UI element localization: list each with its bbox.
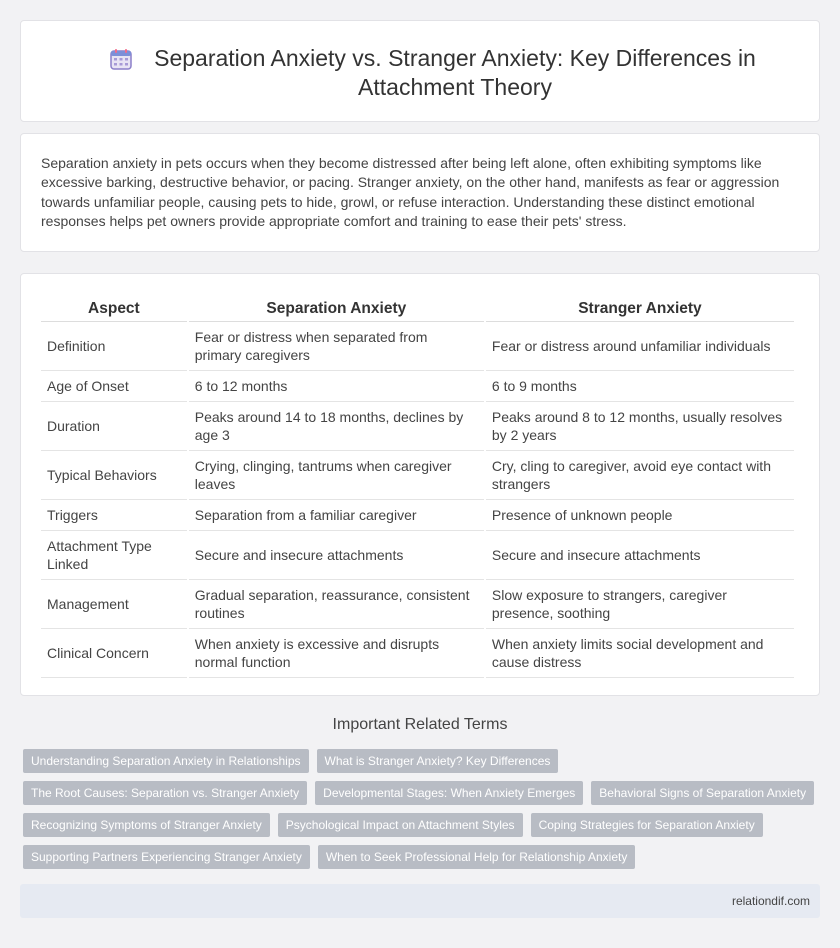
table-cell: Slow exposure to strangers, caregiver presence, soothing xyxy=(486,580,794,629)
table-header-row xyxy=(41,296,794,322)
footer-site-link[interactable]: relationdif.com xyxy=(731,894,810,908)
related-terms-list xyxy=(23,749,813,877)
table-row xyxy=(41,371,794,402)
table-row xyxy=(41,322,794,371)
table-cell: When anxiety is excessive and disrupts normal function xyxy=(189,629,484,678)
table-cell: Typical Behaviors xyxy=(41,451,187,500)
table-cell: Duration xyxy=(41,402,187,451)
tag-row xyxy=(23,845,813,869)
table-row xyxy=(41,629,794,678)
related-terms-title: Important Related Terms xyxy=(332,716,508,733)
table-cell: Gradual separation, reassurance, consistent routines xyxy=(189,580,484,629)
header-stranger: Stranger Anxiety xyxy=(486,296,794,322)
related-term-link[interactable]: Psychological Impact on Attachment Styles xyxy=(278,813,523,837)
table-cell: Clinical Concern xyxy=(41,629,187,678)
table-row xyxy=(41,500,794,531)
table-cell: When anxiety limits social development and cause distress xyxy=(486,629,794,678)
table-cell: Presence of unknown people xyxy=(486,500,794,531)
table-cell: 6 to 12 months xyxy=(189,371,484,402)
table-cell: Triggers xyxy=(41,500,187,531)
related-term-link[interactable]: Recognizing Symptoms of Stranger Anxiety xyxy=(23,813,270,837)
table-cell: Peaks around 14 to 18 months, declines by age 3 xyxy=(189,402,484,451)
related-term-link[interactable]: Coping Strategies for Separation Anxiety xyxy=(531,813,763,837)
table-cell: Fear or distress when separated from primary caregivers xyxy=(189,322,484,371)
table-row xyxy=(41,451,794,500)
related-term-link[interactable]: Behavioral Signs of Separation Anxiety xyxy=(591,781,814,805)
related-term-link[interactable]: The Root Causes: Separation vs. Stranger Anxiety xyxy=(23,781,307,805)
table-cell: Age of Onset xyxy=(41,371,187,402)
table-cell: Secure and insecure attachments xyxy=(189,531,484,580)
table-cell: 6 to 9 months xyxy=(486,371,794,402)
footer xyxy=(20,884,820,918)
header-separation: Separation Anxiety xyxy=(189,296,484,322)
related-term-link[interactable]: Supporting Partners Experiencing Stranger Anxiety xyxy=(23,845,310,869)
table-cell: Peaks around 8 to 12 months, usually resolves by 2 years xyxy=(486,402,794,451)
intro-card xyxy=(20,133,820,252)
table-row xyxy=(41,531,794,580)
table-row xyxy=(41,402,794,451)
comparison-card xyxy=(20,273,820,696)
table-cell: Attachment Type Linked xyxy=(41,531,187,580)
table-row xyxy=(41,580,794,629)
table-cell: Crying, clinging, tantrums when caregiver leaves xyxy=(189,451,484,500)
comparison-table xyxy=(39,296,796,678)
table-cell: Separation from a familiar caregiver xyxy=(189,500,484,531)
related-term-link[interactable]: What is Stranger Anxiety? Key Differences xyxy=(317,749,559,773)
page-title: Separation Anxiety vs. Stranger Anxiety: Key Differences in Attachment Theory xyxy=(154,45,756,100)
table-cell: Cry, cling to caregiver, avoid eye contact with strangers xyxy=(486,451,794,500)
title-card xyxy=(20,20,820,122)
header-aspect: Aspect xyxy=(41,296,187,322)
tag-row xyxy=(23,749,813,773)
table-cell: Fear or distress around unfamiliar individuals xyxy=(486,322,794,371)
table-cell: Secure and insecure attachments xyxy=(486,531,794,580)
table-cell: Management xyxy=(41,580,187,629)
tag-row xyxy=(23,781,813,805)
intro-paragraph: Separation anxiety in pets occurs when they become distressed after being left alone, often exhibiting symptoms like excessive barking, destructive behavior, or pacing. Stranger anxiety, on the other hand, manifests as fear or aggression towards unfamiliar people, causing pets to hide, growl, or refuse interaction. Understanding these distinct emotional responses helps pet owners provide appropriate comfort and training to ease their pets' stress. xyxy=(41,155,780,229)
table-cell: Definition xyxy=(41,322,187,371)
related-term-link[interactable]: Understanding Separation Anxiety in Relationships xyxy=(23,749,309,773)
related-term-link[interactable]: When to Seek Professional Help for Relationship Anxiety xyxy=(318,845,636,869)
related-term-link[interactable]: Developmental Stages: When Anxiety Emerges xyxy=(315,781,583,805)
tag-row xyxy=(23,813,813,837)
